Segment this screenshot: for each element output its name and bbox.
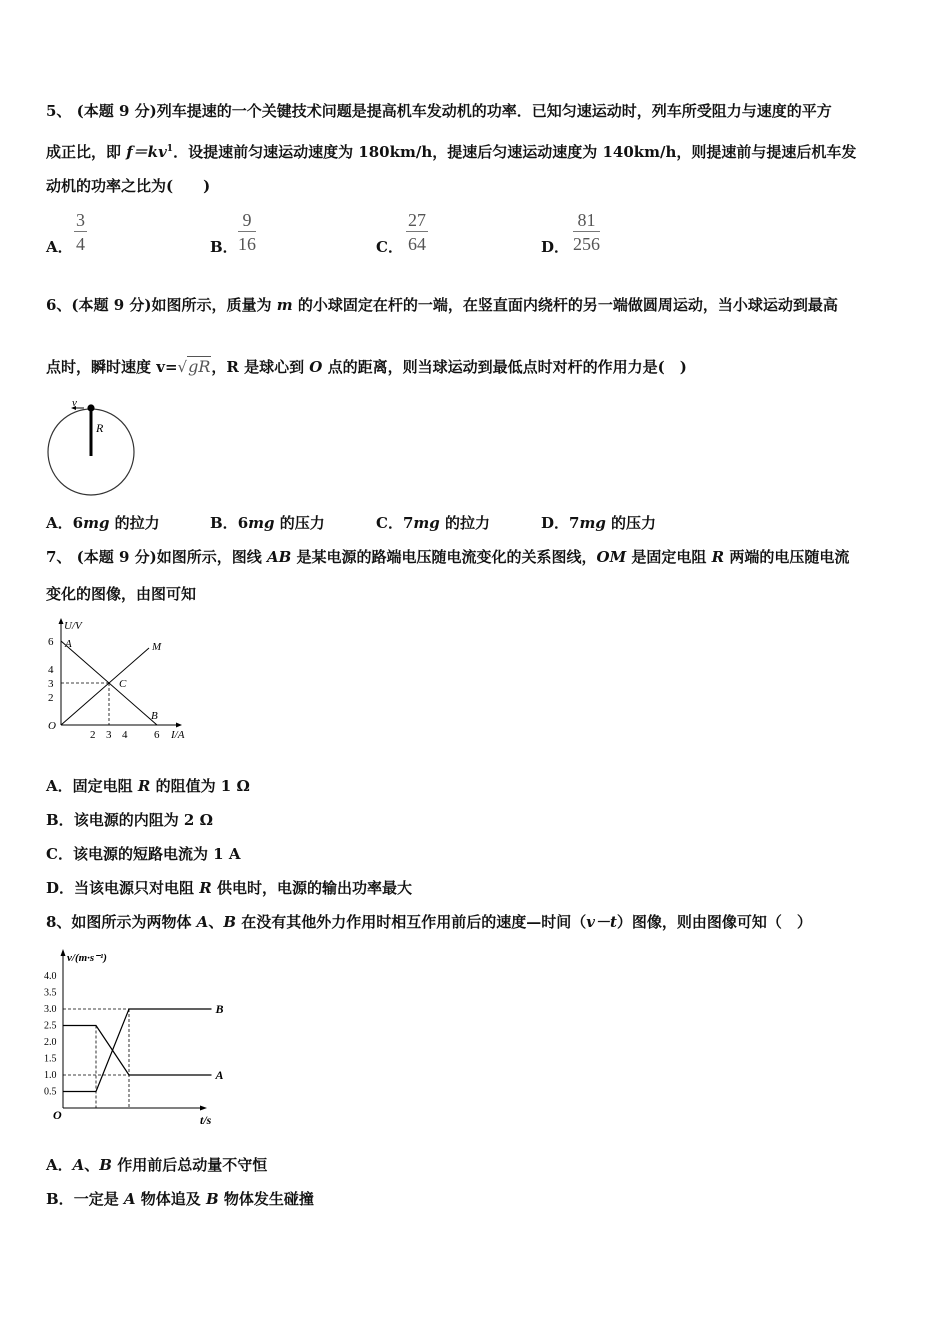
q7-point-m-label: M bbox=[152, 641, 162, 653]
q7-x-tick-label: 2 bbox=[90, 729, 96, 741]
q7-y-tick-label: 2 bbox=[48, 692, 54, 704]
q7-x-tick-label: 6 bbox=[154, 729, 160, 741]
q5-option-a-fraction: $\frac{3}{4}$ bbox=[76, 210, 85, 254]
q8-vt-chart bbox=[40, 944, 230, 1128]
radius-label: R bbox=[96, 421, 104, 435]
q5-stem-line2: 成正比，即 $f=kv^1$．设提速前匀速运动速度为 180km/h，提速后匀速运动速度为 140km/h，则提速前与提速后机车发 bbox=[46, 143, 857, 161]
q7-point-a-label: A bbox=[65, 638, 72, 650]
q8-y-tick-label: 3.5 bbox=[44, 987, 57, 999]
q8-x-axis-label: t/s bbox=[200, 1113, 212, 1127]
q7-line-om bbox=[61, 648, 149, 725]
q7-option-d[interactable]: D．当该电源只对电阻 R 供电时，电源的输出功率最大 bbox=[46, 879, 412, 897]
q5-option-b-fraction: $\frac{9}{16}$ bbox=[238, 210, 256, 254]
q7-stem-line2: 变化的图像，由图可知 bbox=[46, 585, 197, 603]
q6-option-b[interactable]: B．6mg 的压力 bbox=[210, 514, 325, 532]
q7-x-arrowhead bbox=[176, 723, 182, 728]
q7-option-b[interactable]: B．该电源的内阻为 2 Ω bbox=[46, 811, 213, 829]
q7-point-c-label: C bbox=[119, 678, 127, 690]
sqrt-expression: √gR bbox=[177, 357, 211, 376]
q7-y-axis-label: U/V bbox=[64, 620, 82, 632]
q7-y-tick-label: 3 bbox=[48, 678, 54, 690]
q8-series-a bbox=[63, 1026, 212, 1076]
q8-y-arrowhead bbox=[61, 949, 66, 956]
q6-option-d[interactable]: D．7mg 的压力 bbox=[541, 514, 657, 532]
q7-ui-chart bbox=[40, 614, 200, 744]
q8-y-tick-label: 3.0 bbox=[44, 1004, 57, 1015]
q8-series-b bbox=[63, 1009, 212, 1092]
q5-stem-line3: 动机的功率之比为( ) bbox=[46, 177, 211, 195]
q8-series-label-b: B bbox=[215, 1002, 224, 1016]
q8-y-tick-label: 1.0 bbox=[44, 1070, 57, 1081]
q8-series-label-a: A bbox=[215, 1068, 224, 1082]
q8-y-tick-label: 0.5 bbox=[44, 1086, 57, 1098]
q8-origin-label: O bbox=[53, 1108, 62, 1122]
q8-x-arrowhead bbox=[200, 1106, 207, 1111]
q7-x-tick-label: 4 bbox=[122, 729, 128, 741]
q8-stem-line1: 8、如图所示为两物体 A、B 在没有其他外力作用时相互作用前后的速度—时间（v－t）图像，则由图像可知（ ） bbox=[46, 913, 812, 931]
q6-stem-line1: 6、(本题 9 分)如图所示，质量为 m 的小球固定在杆的一端，在竖直面内绕杆的另一端做圆周运动，当小球运动到最高 bbox=[46, 296, 838, 314]
q7-y-tick-label: 6 bbox=[48, 636, 54, 648]
velocity-label: v bbox=[72, 398, 77, 409]
q8-y-tick-label: 4.0 bbox=[44, 971, 57, 982]
q7-y-arrowhead bbox=[59, 618, 64, 624]
q5-stem-line1: 5、 (本题 9 分)列车提速的一个关键技术问题是提高机车发动机的功率．已知匀速运动时，列车所受阻力与速度的平方 bbox=[46, 102, 832, 120]
q8-y-tick-label: 2.0 bbox=[44, 1037, 57, 1048]
q8-y-axis-label: v/(m·s⁻¹) bbox=[67, 952, 107, 964]
q7-point-b-label: B bbox=[151, 710, 158, 722]
q6-stem-line2: 点时，瞬时速度 v=√gR，R 是球心到 O 点的距离，则当球运动到最低点时对杆的作用力是( ) bbox=[46, 357, 687, 376]
q5-option-c-fraction: $\frac{27}{64}$ bbox=[408, 210, 426, 254]
q6-circle-figure bbox=[44, 398, 140, 498]
q7-stem-line1: 7、 (本题 9 分)如图所示，图线 AB 是某电源的路端电压随电流变化的关系图线，OM 是固定电阻 R 两端的电压随电流 bbox=[46, 548, 850, 566]
q7-option-a[interactable]: A．固定电阻 R 的阻值为 1 Ω bbox=[46, 777, 250, 795]
q7-x-axis-label: I/A bbox=[171, 729, 185, 741]
q5-option-d-fraction: $\frac{81}{256}$ bbox=[573, 210, 600, 254]
q8-y-tick-label: 1.5 bbox=[44, 1053, 57, 1065]
q8-option-b[interactable]: B．一定是 A 物体追及 B 物体发生碰撞 bbox=[46, 1190, 314, 1208]
q6-option-a[interactable]: A．6mg 的拉力 bbox=[46, 514, 160, 532]
q5-formula: f＝kv bbox=[126, 143, 167, 161]
ball bbox=[87, 404, 94, 411]
q8-y-tick-label: 2.5 bbox=[44, 1020, 57, 1032]
q7-origin-label: O bbox=[48, 720, 56, 732]
q7-option-c[interactable]: C．该电源的短路电流为 1 A bbox=[46, 845, 241, 863]
q8-option-a[interactable]: A．A、B 作用前后总动量不守恒 bbox=[46, 1156, 268, 1174]
q6-option-c[interactable]: C．7mg 的拉力 bbox=[376, 514, 490, 532]
q7-y-tick-label: 4 bbox=[48, 664, 54, 676]
q7-x-tick-label: 3 bbox=[106, 729, 112, 741]
